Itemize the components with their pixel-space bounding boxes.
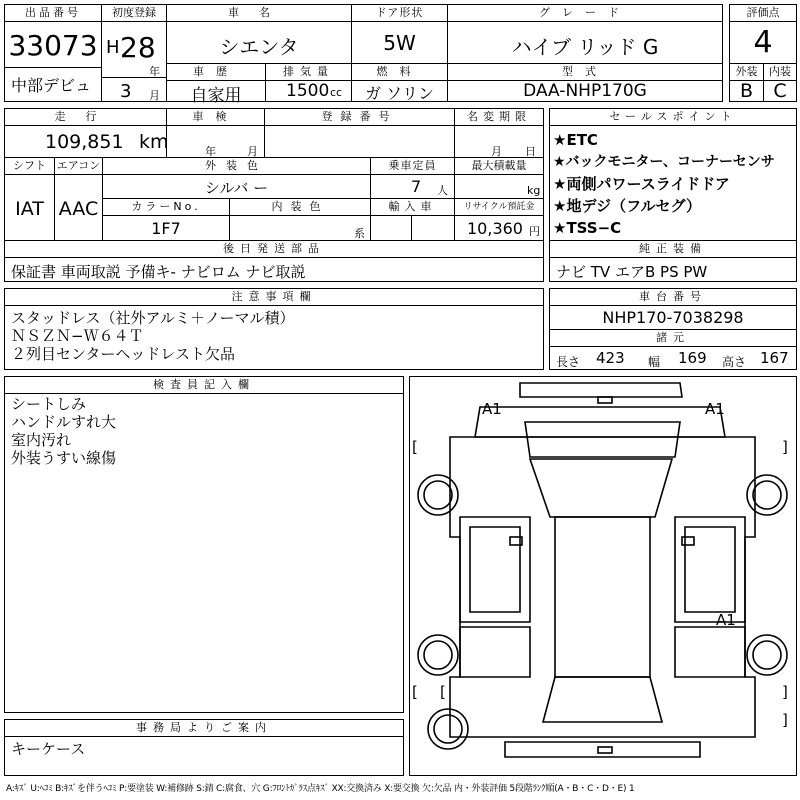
namechange-label: 名変期限 — [455, 109, 543, 126]
ac: AAC — [58, 198, 99, 220]
wid-label: 幅 — [648, 355, 661, 369]
import-label: 輸入車 — [371, 199, 454, 216]
mileage-label: 走行 — [5, 109, 166, 126]
color-no: 1F7 — [151, 219, 181, 238]
nc-month: 月 — [491, 145, 502, 158]
damage-mark: A1 — [482, 400, 502, 418]
grade-box — [447, 4, 723, 64]
note-line: ２列目センターヘッドレスト欠品 — [11, 345, 235, 363]
ext-grade: B — [739, 80, 754, 102]
door-box — [351, 4, 448, 64]
height: 167 — [760, 349, 789, 367]
door-label: ドア形状 — [352, 5, 447, 22]
damage-mark: A1 — [716, 611, 736, 629]
equip-label: 純正装備 — [550, 241, 796, 258]
mileage: 109,851 — [45, 131, 124, 153]
plate-label: 登録番号 — [265, 109, 454, 126]
sales-item: ★両側パワースライドドア — [553, 175, 730, 193]
sales-item: ★ETC — [553, 131, 598, 149]
recycle-box — [454, 198, 544, 241]
color: シルバ ー — [204, 179, 269, 197]
office-label: 事務局よりご案内 — [5, 720, 403, 737]
bracket: [ — [440, 683, 446, 701]
ext-label: 外装 — [730, 64, 763, 81]
fuel-box — [351, 63, 448, 102]
shaken-year: 年 — [205, 145, 216, 158]
era: H — [106, 37, 120, 58]
equip-text: ナビ TV エアB PS PW — [556, 263, 708, 281]
colorno-label: カラーNo. — [103, 199, 229, 216]
first-reg-label: 初度登録 — [102, 5, 166, 22]
month-unit: 月 — [149, 89, 160, 102]
lot-label: 出品番号 — [5, 5, 101, 22]
lot-number: 33073 — [8, 29, 98, 62]
inspector-label: 検査員記入欄 — [5, 377, 403, 394]
model: DAA-NHP170G — [523, 81, 647, 101]
damage-mark: A1 — [705, 400, 725, 418]
nc-day: 日 — [525, 145, 536, 158]
car-diagram — [410, 377, 795, 774]
inspector-list — [11, 395, 116, 467]
color-box — [102, 157, 371, 199]
color-label: 外装色 — [103, 158, 370, 175]
shift-box — [4, 157, 55, 241]
bracket: [ — [412, 438, 418, 456]
bracket: ] — [782, 711, 788, 729]
debut-label: 中部デビュ — [11, 76, 92, 95]
office-box — [4, 719, 404, 776]
inspector-line: 室内汚れ — [11, 431, 72, 449]
shift-label: シフト — [5, 158, 54, 175]
lot-box — [4, 4, 102, 102]
equip-box — [549, 240, 797, 282]
length: 423 — [596, 349, 625, 367]
load-box — [454, 157, 544, 199]
reg-month: 3 — [120, 81, 132, 102]
bracket: ] — [782, 683, 788, 701]
inspector-line: 外装うすい線傷 — [11, 449, 117, 467]
ac-box — [54, 157, 103, 241]
intcolor-unit: 系 — [354, 227, 365, 240]
capacity-box — [370, 157, 455, 199]
sales-item: ★バックモニター、コーナーセンサ — [553, 154, 775, 170]
inspector-box — [4, 376, 404, 713]
history-box — [166, 63, 266, 106]
shaken-month: 月 — [247, 145, 258, 158]
namechange-box — [454, 108, 544, 158]
int-box — [763, 63, 797, 102]
recycle-unit: 円 — [529, 225, 540, 238]
notes-label: 注意事項欄 — [5, 289, 543, 306]
mileage-box — [4, 108, 167, 158]
history-label: 車歴 — [167, 64, 265, 81]
grade: ハイブ リッド G — [511, 35, 659, 59]
history: 自家用 — [190, 86, 242, 106]
later-text: 保証書 車両取説 予備キ- ナビロム ナビ取説 — [11, 263, 306, 281]
legend-footer: A:ｷｽﾞ U:ﾍｺﾐ B:ｷｽﾞを伴うﾍｺﾐ P:要塗装 W:補修跡 S:錆 C:腐食、穴 G:ﾌﾛﾝﾄｶﾞﾗｽ点ｷｽﾞ XX:交換済み X:要交換 欠:欠品 内・外装評価 5段階ﾗﾝｸ順(A・B・C・D・E) 1 — [6, 784, 635, 794]
recycle-label: リサイクル預託金 — [455, 199, 543, 216]
intcolor-label: 内装色 — [230, 199, 370, 216]
ac-label: エアコン — [55, 158, 102, 175]
load-label: 最大積載量 — [455, 158, 543, 175]
note-line: スタッドレス（社外アルミ＋ノーマル積） — [11, 309, 295, 327]
sales-item: ★地デジ（フルセグ） — [553, 197, 701, 215]
shaken-box — [166, 108, 265, 158]
chassis-label: 車台番号 — [550, 289, 796, 306]
fuel: ガ ソリン — [364, 84, 435, 103]
model-label: 型式 — [448, 64, 722, 81]
fuel-label: 燃料 — [352, 64, 447, 81]
dims-box — [549, 329, 797, 370]
dims-label: 諸元 — [550, 330, 796, 347]
grade-label: グレード — [448, 5, 722, 22]
int-label: 内装 — [764, 64, 796, 81]
int-grade: C — [773, 80, 787, 102]
score: 4 — [753, 25, 773, 60]
capacity: 7 — [411, 177, 422, 196]
displacement: 1500 — [286, 81, 330, 101]
sales-box — [549, 108, 797, 241]
shift: IAT — [15, 198, 44, 220]
reg-year: 28 — [120, 31, 156, 64]
bracket: ] — [782, 438, 788, 456]
load-unit: kg — [527, 184, 541, 197]
note-line: ＮＳＺＮ−Ｗ６４Ｔ — [11, 327, 144, 345]
sales-item: ★TSS−C — [553, 219, 622, 237]
inspector-line: ハンドルすれ大 — [11, 413, 117, 431]
car-name: シエンタ — [219, 35, 299, 59]
colorno-box — [102, 198, 230, 241]
width: 169 — [678, 349, 707, 367]
ext-box — [729, 63, 764, 102]
notes-box — [4, 288, 544, 370]
office-text: キーケース — [11, 740, 86, 758]
hgt-label: 高さ — [722, 355, 747, 369]
chassis-number: NHP170-7038298 — [602, 308, 744, 327]
first-reg-box — [101, 4, 167, 102]
disp-unit: cc — [330, 86, 343, 99]
sales-label: セールスポイント — [550, 109, 796, 126]
door-type: 5W — [383, 31, 416, 55]
later-box — [4, 240, 544, 282]
name-label: 車名 — [167, 5, 351, 22]
intcolor-box — [229, 198, 371, 241]
plate-box — [264, 108, 455, 158]
sales-list — [553, 129, 775, 239]
len-label: 長さ — [556, 355, 581, 369]
disp-label: 排気量 — [266, 64, 351, 81]
chassis-box — [549, 288, 797, 330]
recycle: 10,360 — [467, 219, 523, 238]
capacity-unit: 人 — [437, 184, 448, 197]
diagram-box — [409, 376, 797, 776]
model-box — [447, 63, 723, 102]
name-box — [166, 4, 352, 64]
year-unit: 年 — [149, 65, 160, 78]
disp-box — [265, 63, 352, 102]
later-label: 後日発送部品 — [5, 241, 543, 258]
inspector-line: シートしみ — [11, 395, 87, 413]
score-box — [729, 4, 797, 64]
score-label: 評価点 — [730, 5, 796, 22]
shaken-label: 車検 — [167, 109, 264, 126]
bracket: [ — [412, 683, 418, 701]
capacity-label: 乗車定員 — [371, 158, 454, 175]
notes-list — [11, 309, 295, 363]
mileage-unit: km — [139, 131, 169, 153]
import-box — [370, 198, 455, 241]
